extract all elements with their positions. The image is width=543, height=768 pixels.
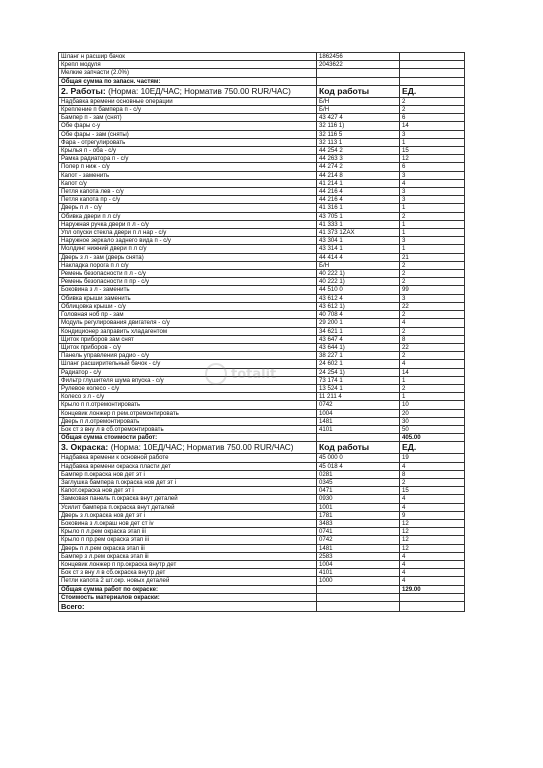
item-name: Рулевое колесо - с/у <box>59 384 317 392</box>
item-name: Шланг расширительный бачок - с/у <box>59 360 317 368</box>
item-name: Щиток приборов зам снят <box>59 335 317 343</box>
item-qty: 2 <box>400 212 465 220</box>
item-qty <box>400 61 465 69</box>
materials-value <box>400 593 465 601</box>
item-name: Дверь з л - зам (дверь снята) <box>59 253 317 261</box>
item-name: Модуль регулирования двигателя - с/у <box>59 319 317 327</box>
item-name: Бок ст з вну л в сб.отремонтировать <box>59 425 317 433</box>
works-row <box>59 229 465 237</box>
item-name: Полер п ниж - с/у <box>59 163 317 171</box>
item-qty: 15 <box>400 147 465 155</box>
paint-row <box>59 462 465 470</box>
item-code: 24 254 1) <box>317 368 400 376</box>
item-name: Щиток приборов - с/у <box>59 343 317 351</box>
works-row <box>59 220 465 228</box>
item-name: Надбавка времени к основной работе <box>59 454 317 462</box>
paint-row <box>59 577 465 585</box>
parts-row <box>59 69 465 77</box>
item-code: 38 227 1 <box>317 352 400 360</box>
item-code: 1481 <box>317 417 400 425</box>
item-qty: 12 <box>400 536 465 544</box>
materials-empty <box>317 593 400 601</box>
item-qty <box>400 69 465 77</box>
works-row <box>59 253 465 261</box>
item-name: Панель управления радио - с/у <box>59 352 317 360</box>
item-qty: 2 <box>400 327 465 335</box>
works-section-title <box>59 85 317 97</box>
works-row <box>59 188 465 196</box>
item-code: 32 116 5 <box>317 130 400 138</box>
item-code: 1000 <box>317 577 400 585</box>
item-code: 0471 <box>317 487 400 495</box>
paint-row <box>59 552 465 560</box>
item-code: 32 116 1) <box>317 122 400 130</box>
item-name: Фильтр глушителя шума впуска - с/у <box>59 376 317 384</box>
item-code: 43 612 1) <box>317 302 400 310</box>
item-qty: 2 <box>400 97 465 105</box>
item-qty: 1 <box>400 138 465 146</box>
item-code: 0742 <box>317 401 400 409</box>
item-name: Дверь п л.рем окраска этап iii <box>59 544 317 552</box>
item-code: 44 216 4 <box>317 188 400 196</box>
paint-row <box>59 478 465 486</box>
item-name: Дверь п л - с/у <box>59 204 317 212</box>
item-qty: 20 <box>400 409 465 417</box>
item-qty: 12 <box>400 155 465 163</box>
grand-total-label: Всего: <box>59 602 317 612</box>
item-name: Ремень безопасности п л - с/у <box>59 270 317 278</box>
item-code: 43 647 4 <box>317 335 400 343</box>
item-name: Кондиционер заправить хладагентом <box>59 327 317 335</box>
item-qty: 4 <box>400 552 465 560</box>
item-code: 73 174 1 <box>317 376 400 384</box>
item-name: Головная ноб пр - зам <box>59 311 317 319</box>
item-code: 0281 <box>317 470 400 478</box>
item-code: 34 621 1 <box>317 327 400 335</box>
item-qty: 1 <box>400 393 465 401</box>
item-qty: 1 <box>400 229 465 237</box>
item-qty: 3 <box>400 294 465 302</box>
estimate-table <box>58 52 465 612</box>
works-row <box>59 294 465 302</box>
item-name: Наружное зеркало заднего вида п - с/у <box>59 237 317 245</box>
total-empty <box>317 434 400 442</box>
parts-row <box>59 61 465 69</box>
item-name: Крепление п бампера п - с/у <box>59 106 317 114</box>
item-name: Усилит бампера п.окраска внут деталей <box>59 503 317 511</box>
item-qty: 8 <box>400 335 465 343</box>
item-name: Боковина з л - заменить <box>59 286 317 294</box>
total-value: 405.00 <box>400 434 465 442</box>
item-code: 1004 <box>317 560 400 568</box>
item-code <box>317 69 400 77</box>
works-row <box>59 343 465 351</box>
paint-row <box>59 560 465 568</box>
item-code: 44 254 2 <box>317 147 400 155</box>
item-qty: 22 <box>400 343 465 351</box>
item-code: 45 018 4 <box>317 462 400 470</box>
works-total-row <box>59 434 465 442</box>
item-name: Мелкие запчасти (2.0%) <box>59 69 317 77</box>
paint-row <box>59 487 465 495</box>
item-qty: 1 <box>400 220 465 228</box>
estimate-document <box>58 52 464 612</box>
works-row <box>59 106 465 114</box>
item-qty: 4 <box>400 503 465 511</box>
item-code: 44 214 8 <box>317 171 400 179</box>
total-label: Общая сумма стоимости работ: <box>59 434 317 442</box>
item-name: Надбавка времени окраска пласти дет <box>59 462 317 470</box>
works-row <box>59 196 465 204</box>
item-name: Бок ст з вну л в сб.окраска внутр дет <box>59 569 317 577</box>
item-qty <box>400 53 465 61</box>
item-code: 4101 <box>317 569 400 577</box>
item-qty: 1 <box>400 376 465 384</box>
item-qty: 21 <box>400 253 465 261</box>
works-row <box>59 130 465 138</box>
item-name: Крыло п п.отремонтировать <box>59 401 317 409</box>
works-row <box>59 278 465 286</box>
parts-row <box>59 53 465 61</box>
item-qty: 12 <box>400 528 465 536</box>
item-qty: 2 <box>400 270 465 278</box>
item-code: 43 705 1 <box>317 212 400 220</box>
item-code: 1481 <box>317 544 400 552</box>
works-row <box>59 311 465 319</box>
item-qty: 4 <box>400 569 465 577</box>
grand-total-empty <box>317 602 400 612</box>
item-code: 44 414 4 <box>317 253 400 261</box>
works-row <box>59 245 465 253</box>
item-qty: 2 <box>400 384 465 392</box>
item-qty: 4 <box>400 179 465 187</box>
column-header-code: Код работы <box>317 85 400 97</box>
item-name: Крыло п л.рем окраска этап iii <box>59 528 317 536</box>
item-code: 0741 <box>317 528 400 536</box>
item-name: Петля капота пр - с/у <box>59 196 317 204</box>
works-row <box>59 179 465 187</box>
item-qty: 4 <box>400 319 465 327</box>
watermark <box>205 363 276 385</box>
item-name: Обе фары - зам (сняты) <box>59 130 317 138</box>
grand-total-row <box>59 602 465 612</box>
works-row <box>59 147 465 155</box>
item-name: Капот с/у <box>59 179 317 187</box>
item-name: Концевик лонжер п рем.отремонтировать <box>59 409 317 417</box>
item-code: 44 510 0 <box>317 286 400 294</box>
item-name: Крылья п - оба - с/у <box>59 147 317 155</box>
column-header-qty: ЕД. <box>400 85 465 97</box>
paint-row <box>59 454 465 462</box>
item-name: Ремень безопасности п пр - с/у <box>59 278 317 286</box>
item-qty: 9 <box>400 511 465 519</box>
section-norm: (Норма: 10ЕД/ЧАС; Норматив 750.00 RUR/ЧАС) <box>108 86 291 96</box>
item-qty: 19 <box>400 454 465 462</box>
item-qty: 2 <box>400 478 465 486</box>
item-qty: 12 <box>400 519 465 527</box>
item-name: Бампер з л.рем окраска этап iii <box>59 552 317 560</box>
item-name: Капот - заменить <box>59 171 317 179</box>
item-code: 43 612 4 <box>317 294 400 302</box>
works-row <box>59 204 465 212</box>
item-qty: 99 <box>400 286 465 294</box>
item-name: Заглушка бампера п.окраска нов дет эт i <box>59 478 317 486</box>
works-row <box>59 384 465 392</box>
item-code: 11 211 4 <box>317 393 400 401</box>
total-empty <box>317 77 400 85</box>
works-row <box>59 270 465 278</box>
item-code: 0345 <box>317 478 400 486</box>
item-code: Б/Н <box>317 106 400 114</box>
item-name: Крыло п пр.рем окраска этап iii <box>59 536 317 544</box>
item-code: 41 333 1 <box>317 220 400 228</box>
item-qty: 2 <box>400 278 465 286</box>
works-row <box>59 122 465 130</box>
item-name: Наружная ручка двери п л - с/у <box>59 220 317 228</box>
paint-row <box>59 511 465 519</box>
works-row <box>59 237 465 245</box>
item-code: 32 113 1 <box>317 138 400 146</box>
item-qty: 3 <box>400 130 465 138</box>
works-row <box>59 425 465 433</box>
item-code: 0930 <box>317 495 400 503</box>
item-code: 13 524 1 <box>317 384 400 392</box>
works-row <box>59 163 465 171</box>
item-name: Дверь п л.отремонтировать <box>59 417 317 425</box>
item-name: Молдинг нижний двери п л с/у <box>59 245 317 253</box>
works-section-header <box>59 85 465 97</box>
paint-row <box>59 503 465 511</box>
item-name: Обе фары с-у <box>59 122 317 130</box>
item-qty: 15 <box>400 487 465 495</box>
item-qty: 1 <box>400 245 465 253</box>
section-norm: (Норма: 10ЕД/ЧАС; Норматив 750.00 RUR/ЧАС) <box>110 443 294 453</box>
works-row <box>59 114 465 122</box>
item-qty: 12 <box>400 544 465 552</box>
works-row <box>59 327 465 335</box>
item-name: Накладка порога п л с/у <box>59 261 317 269</box>
paint-row <box>59 519 465 527</box>
item-name: Замковая панель п.окраска внут деталей <box>59 495 317 503</box>
item-name: Капот.окраска нов дет эт i <box>59 487 317 495</box>
item-qty: 3 <box>400 171 465 179</box>
item-qty: 30 <box>400 417 465 425</box>
item-qty: 8 <box>400 470 465 478</box>
works-row <box>59 261 465 269</box>
item-qty: 3 <box>400 188 465 196</box>
paint-row <box>59 536 465 544</box>
item-name: Радиатор - с/у <box>59 368 317 376</box>
item-code: 41 214 1 <box>317 179 400 187</box>
item-qty: 4 <box>400 360 465 368</box>
item-name: Концевик лонжер п пр.окраска внутр дет <box>59 560 317 568</box>
item-code: 41 316 1 <box>317 204 400 212</box>
works-row <box>59 171 465 179</box>
item-qty: 22 <box>400 302 465 310</box>
item-name: Рамка радиатора п - с/у <box>59 155 317 163</box>
item-code: 43 644 1) <box>317 343 400 351</box>
item-code: 1862456 <box>317 53 400 61</box>
works-row <box>59 352 465 360</box>
item-code: 3483 <box>317 519 400 527</box>
column-header-code: Код работы <box>317 442 400 454</box>
item-code: 43 314 1 <box>317 245 400 253</box>
paint-section-title <box>59 442 317 454</box>
item-name: Бампер п - зам (снят) <box>59 114 317 122</box>
item-name: Колесо з л - с/у <box>59 393 317 401</box>
total-value <box>400 77 465 85</box>
item-code: 1781 <box>317 511 400 519</box>
grand-total-value <box>400 602 465 612</box>
item-code: 2043622 <box>317 61 400 69</box>
item-qty: 3 <box>400 196 465 204</box>
item-qty: 2 <box>400 261 465 269</box>
item-code: 0742 <box>317 536 400 544</box>
item-code: 1001 <box>317 503 400 511</box>
works-row <box>59 319 465 327</box>
total-empty <box>317 585 400 593</box>
item-code: 45 000 0 <box>317 454 400 462</box>
paint-row <box>59 495 465 503</box>
works-row <box>59 393 465 401</box>
item-code: 40 708 4 <box>317 311 400 319</box>
paint-section-header <box>59 442 465 454</box>
works-row <box>59 302 465 310</box>
item-name: Надбавка времени основные операции <box>59 97 317 105</box>
item-qty: 3 <box>400 237 465 245</box>
watermark-text: totalit <box>231 366 277 382</box>
item-name: Обивка крыши заменить <box>59 294 317 302</box>
item-code: 1004 <box>317 409 400 417</box>
item-code: 4101 <box>317 425 400 433</box>
item-code: 2583 <box>317 552 400 560</box>
total-label: Общая сумма работ по окраске: <box>59 585 317 593</box>
item-name: Дверь з л.окраска нов дет эт i <box>59 511 317 519</box>
item-qty: 14 <box>400 122 465 130</box>
item-qty: 6 <box>400 163 465 171</box>
section-heading: 2. Работы: <box>61 85 106 96</box>
watermark-logo-icon <box>205 363 227 385</box>
item-code: 43 304 1 <box>317 237 400 245</box>
item-name: Петли капота 2 шт.окр. новых деталей <box>59 577 317 585</box>
item-code: 29 200 1 <box>317 319 400 327</box>
item-name: Облицовка крыши - с/у <box>59 302 317 310</box>
works-row <box>59 155 465 163</box>
paint-total-row <box>59 585 465 593</box>
column-header-qty: ЕД. <box>400 442 465 454</box>
works-row <box>59 335 465 343</box>
paint-row <box>59 528 465 536</box>
works-row <box>59 417 465 425</box>
item-code: 40 222 1) <box>317 278 400 286</box>
section-heading: 3. Окраска: <box>61 442 109 453</box>
item-name: Бампер п.окраска нов дет эт i <box>59 470 317 478</box>
total-value: 129.00 <box>400 585 465 593</box>
paint-row <box>59 470 465 478</box>
item-qty: 2 <box>400 106 465 114</box>
item-name: Упл опуски стекла двери п л нар - с/у <box>59 229 317 237</box>
item-qty: 4 <box>400 560 465 568</box>
works-row <box>59 409 465 417</box>
item-code: Б/Н <box>317 261 400 269</box>
paint-row <box>59 544 465 552</box>
item-qty: 10 <box>400 401 465 409</box>
works-row <box>59 138 465 146</box>
item-code: 24 602 1 <box>317 360 400 368</box>
works-row <box>59 401 465 409</box>
item-code: 40 222 1) <box>317 270 400 278</box>
item-code: 44 274 2 <box>317 163 400 171</box>
paint-materials-row <box>59 593 465 601</box>
item-name: Обивка двери п л с/у <box>59 212 317 220</box>
item-code: 44 216 4 <box>317 196 400 204</box>
item-name: Шланг н расшир бачок <box>59 53 317 61</box>
works-row <box>59 97 465 105</box>
item-code: 43 427 4 <box>317 114 400 122</box>
item-code: 44 263 3 <box>317 155 400 163</box>
item-qty: 1 <box>400 204 465 212</box>
works-row <box>59 212 465 220</box>
item-qty: 4 <box>400 577 465 585</box>
item-qty: 2 <box>400 311 465 319</box>
item-name: Крепл модуля <box>59 61 317 69</box>
item-qty: 4 <box>400 462 465 470</box>
item-qty: 50 <box>400 425 465 433</box>
item-name: Петля капота лев - с/у <box>59 188 317 196</box>
item-qty: 2 <box>400 352 465 360</box>
item-qty: 14 <box>400 368 465 376</box>
paint-row <box>59 569 465 577</box>
item-code: 41 373 1ZAX <box>317 229 400 237</box>
works-row <box>59 286 465 294</box>
item-qty: 4 <box>400 495 465 503</box>
parts-total-row <box>59 77 465 85</box>
item-name: Боковина з л.окраш нов дет ст iv <box>59 519 317 527</box>
total-label: Общая сумма по запасн. частям: <box>59 77 317 85</box>
item-qty: 6 <box>400 114 465 122</box>
item-code: Б/Н <box>317 97 400 105</box>
materials-label: Стоимость материалов окраски: <box>59 593 317 601</box>
item-name: Фара - отрегулировать <box>59 138 317 146</box>
